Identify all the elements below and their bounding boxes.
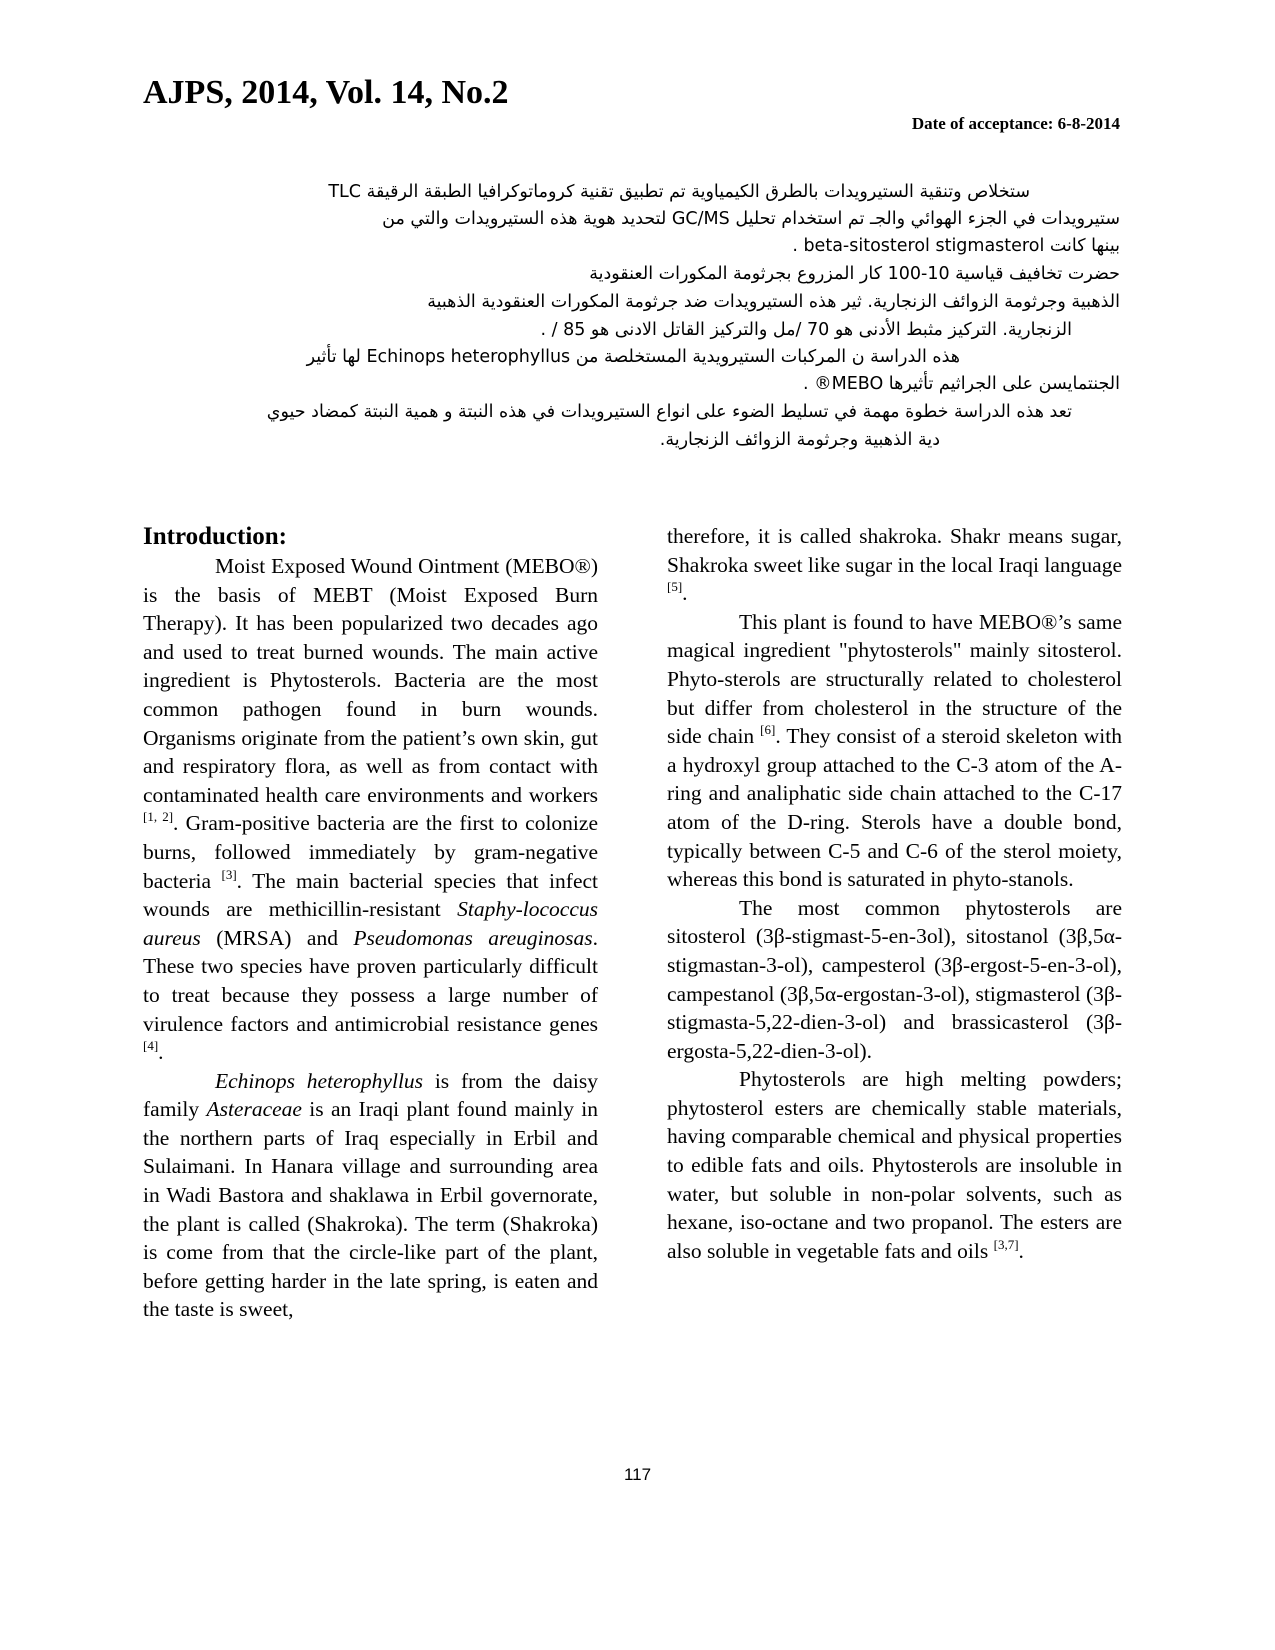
left-column (143, 522, 598, 1324)
right-column (667, 522, 1122, 1265)
paragraph: This plant is found to have MEBO®’s same magical ingredient "phytosterols" mainly sitosterol. Phyto-sterols are structurally related to cholesterol but differ from cholesterol in the structure of the side chain [6]. They consist of a steroid skeleton with a hydroxyl group attached to the C-3 atom of the A-ring and analiphatic side chain attached to the C-17 atom of the D-ring. Sterols have a double bond, typically between C-5 and C-6 of the sterol moiety, whereas this bond is saturated in phyto-stanols. (667, 609, 1122, 892)
abstract-line: الزنجارية. التركيز مثبط الأدنى هو 70 /مل والتركيز القاتل الادنى هو 85 / . (540, 320, 1072, 340)
abstract-line: ستخلاص وتنقية الستيرويدات بالطرق الكيمياوية تم تطبيق تقنية كروماتوكرافيا الطبقة الرقيقة TLC (328, 182, 1030, 202)
abstract-line: تعد هذه الدراسة خطوة مهمة في تسليط الضوء على انواع الستيرويدات في هذه النبتة و همية النبتة كمضاد حيوي (266, 402, 1072, 422)
page-number: 117 (623, 1465, 652, 1484)
abstract-line: الذهبية وجرثومة الزوائف الزنجارية. ثير هذه الستيرويدات ضد جرثومة المكورات العنقودية الذهبية (427, 292, 1120, 312)
section-heading: Introduction: (143, 523, 288, 550)
abstract-line: دية الذهبية وجرثومة الزوائف الزنجارية. (659, 430, 940, 450)
paragraph: Moist Exposed Wound Ointment (MEBO®) is the basis of MEBT (Moist Exposed Burn Therapy). It has been popularized two decades ago and used to treat burned wounds. The main active ingredient is Phytosterols. Bacteria are the most common pathogen found in burn wounds. Organisms originate from the patient’s own skin, gut and respiratory flora, as well as from contact with contaminated health care environments and workers [1, 2]. Gram-positive bacteria are the first to colonize burns, followed immediately by gram-negative bacteria [3]. The main bacterial species that infect wounds are methicillin-resistant Staphy-lococcus aureus (MRSA) and Pseudomonas areuginosas. These two species have proven particularly difficult to treat because they possess a large number of virulence factors and antimicrobial resistance genes [4]. (143, 554, 599, 1065)
abstract-line: الجنتمايسن على الجراثيم تأثيرها MEBO® . (802, 374, 1120, 394)
abstract-line: هذه الدراسة ن المركبات الستيرويدية المستخلصة من Echinops heterophyllus لها تأثير (306, 347, 960, 367)
citation: [4] (143, 1038, 159, 1054)
paragraph: Phytosterols are high melting powders; phytosterol esters are chemically stable materials, having comparable chemical and physical properties to edible fats and oils. Phytosterols are insoluble in water, but soluble in non-polar solvents, such as hexane, iso-octane and two propanol. The esters are also soluble in vegetable fats and oils [3,7]. (667, 1067, 1122, 1263)
citation: [3] (221, 866, 237, 882)
citation: [3,7] (993, 1236, 1019, 1252)
abstract-line: حضرت تخافيف قياسية 10-100 كار المزروع بجرثومة المكورات العنقودية (589, 264, 1120, 284)
paragraph: therefore, it is called shakroka. Shakr means sugar, Shakroka sweet like sugar in the local Iraqi language [5]. (667, 524, 1122, 606)
paragraph: Echinops heterophyllus is from the daisy family Asteraceae is an Iraqi plant found mainly in the northern parts of Iraq especially in Erbil and Sulaimani. In Hanara village and surrounding area in Wadi Bastora and shaklawa in Erbil governorate, the plant is called (Shakroka). The term (Shakroka) is come from that the circle-like part of the plant, before getting harder in the late spring, is eaten and the taste is sweet, (143, 1068, 599, 1322)
acceptance-date: Date of acceptance: 6-8-2014 (911, 114, 1120, 133)
paragraph: The most common phytosterols are sitosterol (3β-stigmast-5-en-3ol), sitostanol (3β,5α-stigmastan-3-ol), campesterol (3β-ergost-5-en-3-ol), campestanol (3β,5α-ergostan-3-ol), stigmasterol (3β-stigmasta-5,22-dien-3-ol) and brassicasterol (3β-ergosta-5,22-dien-3-ol). (667, 895, 1122, 1063)
abstract-line: بينها كانت beta-sitosterol stigmasterol . (792, 236, 1120, 256)
abstract-line: ستيرويدات في الجزء الهوائي والجـ تم استخدام تحليل GC/MS لتحديد هوية هذه الستيرويدات والتي من (382, 209, 1120, 229)
journal-citation: AJPS, 2014, Vol. 14, No.2 (143, 74, 509, 111)
citation: [6] (760, 722, 776, 738)
citation: [5] (667, 579, 683, 595)
citation: [1, 2] (143, 809, 174, 825)
